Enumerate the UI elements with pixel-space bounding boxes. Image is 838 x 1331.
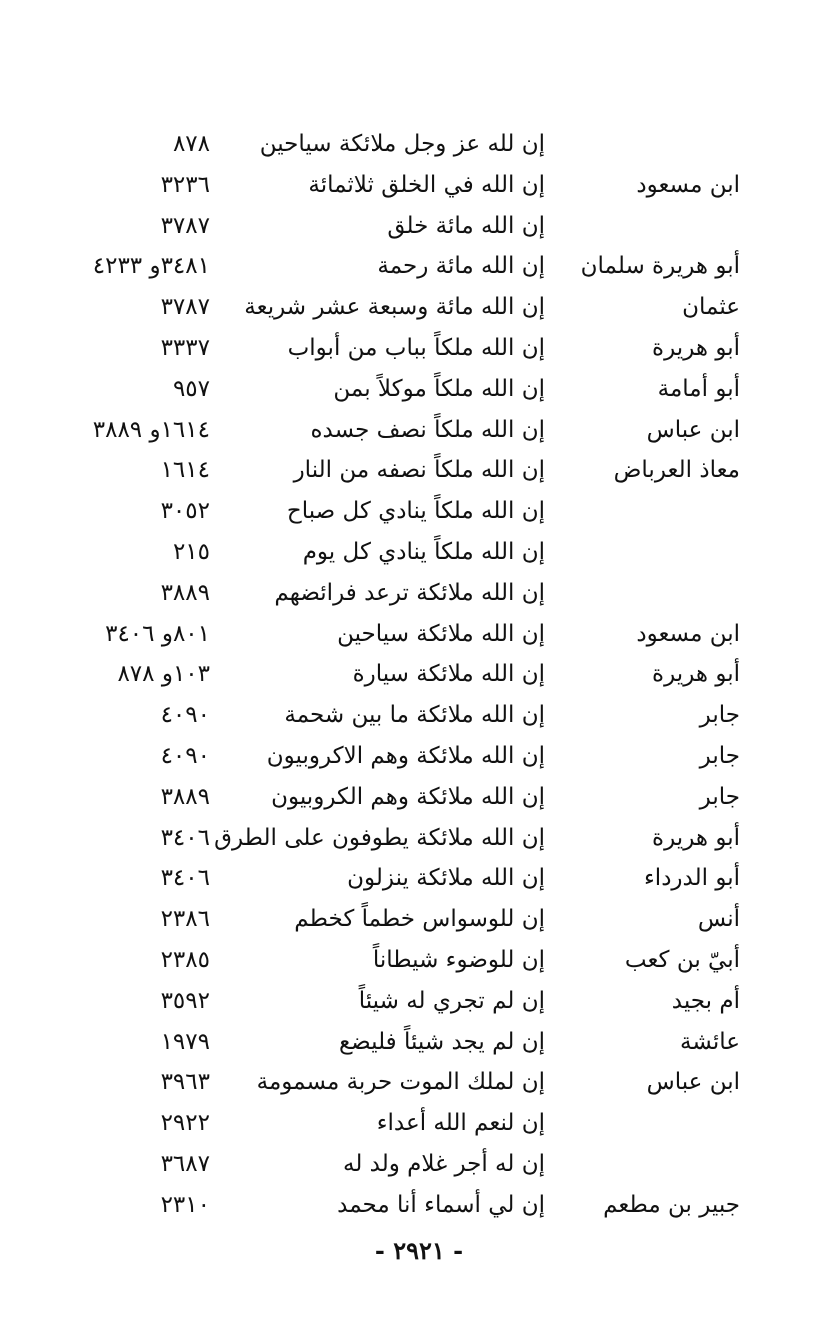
hadith-reference-number: ٣٤٠٦	[160, 865, 210, 892]
index-row	[70, 818, 740, 859]
index-row	[70, 736, 740, 777]
hadith-incipit: إن للوسواس خطماً كخطم	[294, 906, 545, 933]
narrator-name: أبو الدرداء	[643, 865, 740, 892]
hadith-reference-number: ٣٣٣٧	[160, 334, 210, 361]
narrator-name: جابر	[699, 742, 740, 769]
hadith-reference-number: ٣٧٨٧	[160, 294, 210, 321]
hadith-reference-number: ٤٠٩٠	[160, 702, 210, 729]
hadith-reference-number: ٢٣٨٥	[160, 946, 210, 973]
hadith-incipit: إن للوضوء شيطاناً	[372, 946, 545, 973]
index-row	[70, 573, 740, 614]
hadith-incipit: إن الله مائة خلق	[387, 212, 545, 239]
hadith-incipit: إن له أجر غلام ولد له	[343, 1150, 545, 1177]
hadith-incipit: إن الله ملائكة ما بين شحمة	[284, 702, 545, 729]
narrator-name: ابن مسعود	[636, 620, 740, 647]
index-row	[70, 246, 740, 287]
index-row	[70, 1062, 740, 1103]
hadith-incipit: إن الله ملكاً ينادي كل يوم	[302, 538, 545, 565]
narrator-name: أنس	[697, 906, 740, 933]
index-row	[70, 614, 740, 655]
hadith-reference-number: ٣٦٨٧	[160, 1150, 210, 1177]
index-row	[70, 1185, 740, 1226]
index-row	[70, 777, 740, 818]
index-row	[70, 165, 740, 206]
hadith-incipit: إن لملك الموت حربة مسمومة	[256, 1069, 545, 1096]
narrator-name: ابن مسعود	[636, 171, 740, 198]
hadith-reference-number: ٨٧٨	[172, 131, 210, 157]
index-row	[70, 1022, 740, 1063]
hadith-incipit: إن لي أسماء أنا محمد	[337, 1191, 545, 1218]
hadith-reference-number: ٣٤٠٦	[160, 824, 210, 851]
hadith-incipit: إن الله مائة وسبعة عشر شريعة	[244, 294, 545, 321]
narrator-name: أبو هريرة	[652, 824, 740, 851]
hadith-incipit: إن الله ملائكة سيارة	[352, 661, 545, 688]
hadith-index-table	[70, 124, 740, 1226]
narrator-name: ابن عباس	[646, 1069, 740, 1096]
index-row	[70, 532, 740, 573]
index-row	[70, 410, 740, 451]
narrator-name: أبو هريرة سلمان	[580, 253, 740, 280]
narrator-name: عائشة	[680, 1028, 740, 1055]
hadith-incipit: إن الله ملكاً بباب من أبواب	[287, 334, 545, 361]
hadith-reference-number: ٣٨٨٩	[160, 579, 210, 606]
hadith-incipit: إن لنعم الله أعداء	[376, 1110, 545, 1137]
hadith-reference-number: ٢٩٢٢	[160, 1110, 210, 1137]
hadith-incipit: إن الله ملكاً موكلاً بمن	[333, 375, 545, 402]
index-row	[70, 491, 740, 532]
narrator-name: أبو هريرة	[652, 334, 740, 361]
hadith-reference-number: ٢١٥	[172, 538, 210, 565]
narrator-name: عثمان	[682, 294, 740, 321]
hadith-reference-number: ١٩٧٩	[160, 1028, 210, 1055]
page-number: - ٢٩٢١ -	[374, 1236, 464, 1265]
index-row	[70, 981, 740, 1022]
hadith-reference-number: ٣٩٦٣	[160, 1069, 210, 1096]
hadith-incipit: إن الله ملكاً ينادي كل صباح	[286, 498, 545, 525]
hadith-reference-number: ١٦١٤	[160, 457, 210, 484]
hadith-incipit: إن الله في الخلق ثلاثمائة	[308, 171, 545, 198]
hadith-incipit: إن لم تجري له شيئاً	[358, 987, 545, 1014]
index-row	[70, 654, 740, 695]
hadith-reference-number: ٢٣٨٦	[160, 906, 210, 933]
hadith-reference-number: ١٠٣و ٨٧٨	[117, 661, 210, 688]
hadith-incipit: إن الله ملائكة ينزلون	[347, 865, 545, 892]
narrator-name: أبو هريرة	[652, 661, 740, 688]
hadith-incipit: إن الله ملكاً نصف جسده	[310, 416, 545, 443]
hadith-reference-number: ٣٢٣٦	[160, 171, 210, 198]
index-row	[70, 858, 740, 899]
hadith-incipit: إن لله عز وجل ملائكة سياحين	[259, 131, 545, 157]
index-row	[70, 450, 740, 491]
index-row	[70, 124, 740, 165]
hadith-reference-number: ٣٤٨١و ٤٢٣٣	[92, 253, 210, 280]
index-row	[70, 1103, 740, 1144]
narrator-name: أبيّ بن كعب	[624, 946, 740, 973]
hadith-reference-number: ٤٠٩٠	[160, 742, 210, 769]
index-row	[70, 369, 740, 410]
narrator-name: ابن عباس	[646, 416, 740, 443]
hadith-incipit: إن الله ملائكة ترعد فرائضهم	[274, 579, 545, 606]
hadith-incipit: إن الله ملائكة وهم الاكروبيون	[266, 742, 545, 769]
hadith-incipit: إن الله ملائكة يطوفون على الطرق	[214, 824, 545, 851]
hadith-incipit: إن الله ملائكة وهم الكروبيون	[271, 783, 545, 810]
index-row	[70, 206, 740, 247]
hadith-reference-number: ٢٣١٠	[160, 1191, 210, 1218]
hadith-reference-number: ٣٧٨٧	[160, 212, 210, 239]
hadith-reference-number: ١٦١٤و ٣٨٨٩	[92, 416, 210, 443]
narrator-name: معاذ العرباض	[613, 457, 740, 484]
hadith-reference-number: ٨٠١و ٣٤٠٦	[105, 620, 210, 647]
index-row	[70, 328, 740, 369]
narrator-name: أم بجيد	[671, 987, 740, 1014]
hadith-reference-number: ٣٥٩٢	[160, 987, 210, 1014]
hadith-incipit: إن الله ملائكة سياحين	[337, 620, 545, 647]
hadith-reference-number: ٩٥٧	[172, 375, 210, 402]
narrator-name: جابر	[699, 783, 740, 810]
index-row	[70, 287, 740, 328]
narrator-name: جبير بن مطعم	[603, 1191, 740, 1218]
hadith-incipit: إن الله مائة رحمة	[377, 253, 545, 280]
index-row	[70, 899, 740, 940]
index-row	[70, 695, 740, 736]
narrator-name: جابر	[699, 702, 740, 729]
hadith-reference-number: ٣٨٨٩	[160, 783, 210, 810]
index-row	[70, 1144, 740, 1185]
index-row	[70, 940, 740, 981]
hadith-incipit: إن لم يجد شيئاً فليضع	[338, 1028, 545, 1055]
narrator-name: أبو أمامة	[657, 375, 740, 402]
hadith-incipit: إن الله ملكاً نصفه من النار	[293, 457, 545, 484]
hadith-reference-number: ٣٠٥٢	[160, 498, 210, 525]
